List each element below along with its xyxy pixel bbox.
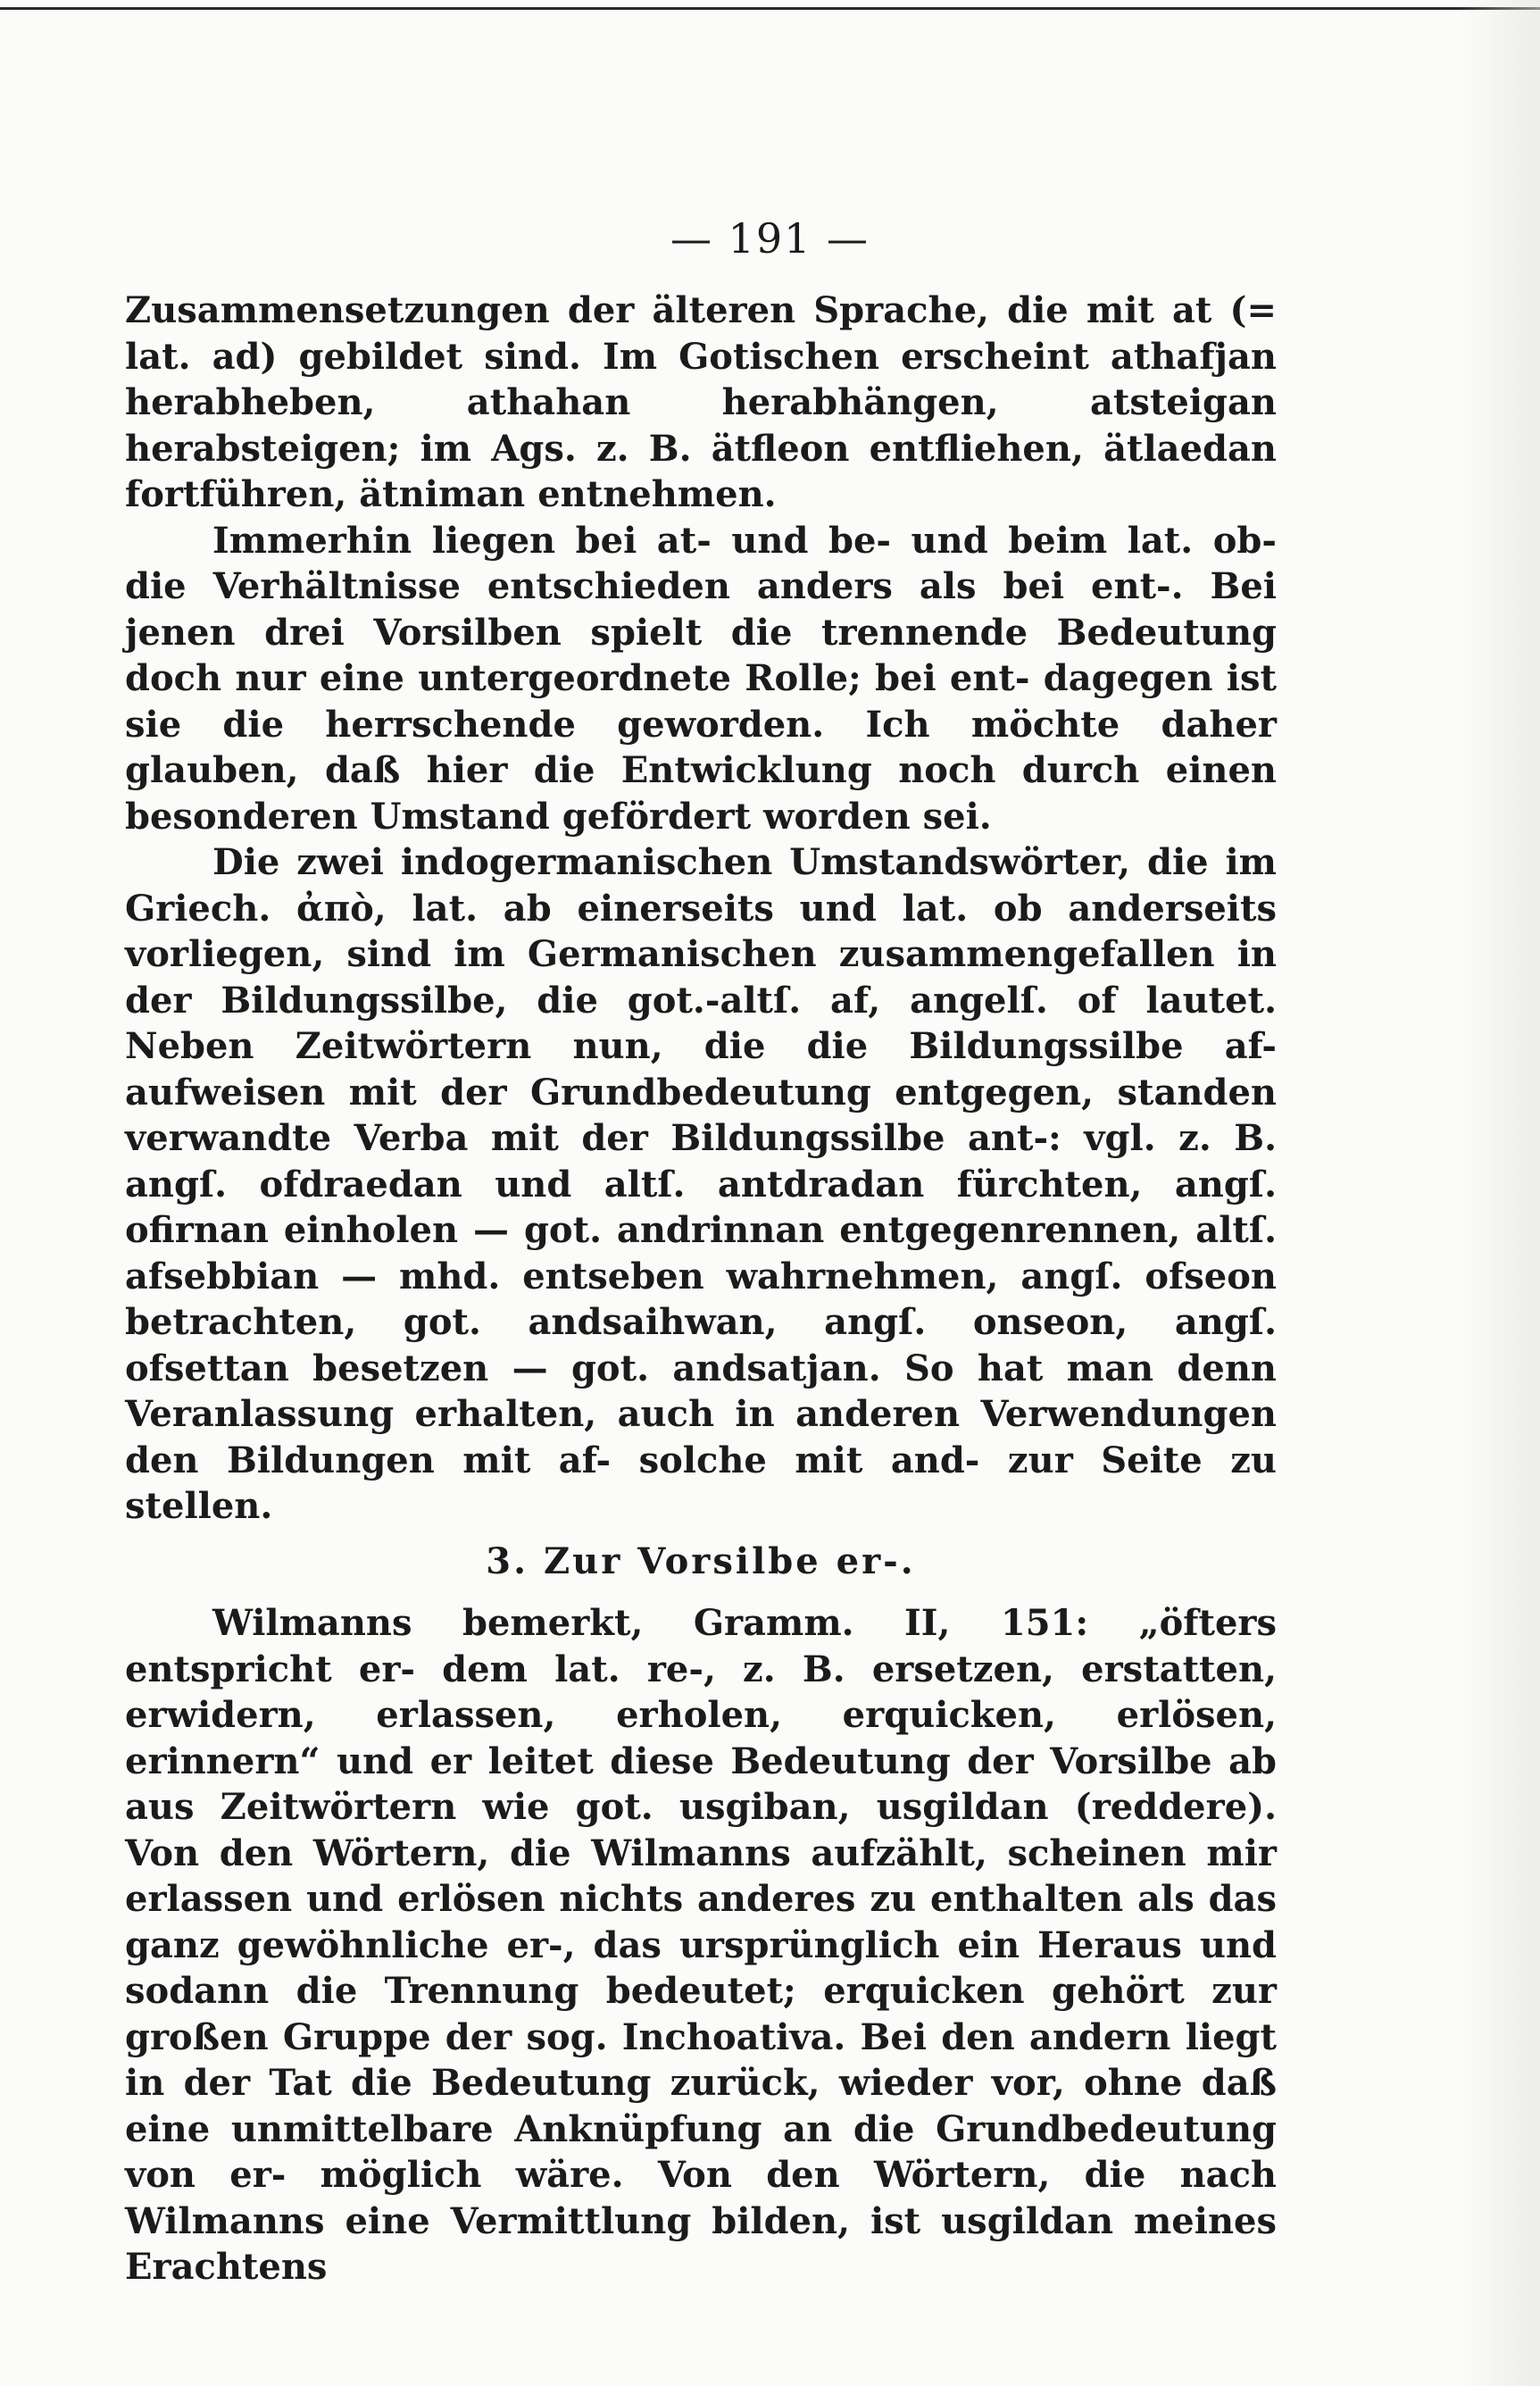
- scan-top-edge: [0, 7, 1540, 10]
- body-text: [125, 288, 1277, 2290]
- page-number: — 191 —: [670, 214, 870, 263]
- scan-page-shadow: [1460, 0, 1540, 2386]
- paragraph-continuation: Zusammensetzungen der älteren Sprache, die mit at (= lat. ad) gebildet sind. Im Gotischen erscheint athafjan herabheben, athahan herabhängen, atsteigan herabsteigen; im Ags. z. B. ätfleon entfliehen, ätlaedan fortführen, ätniman entnehmen.: [125, 289, 1277, 515]
- section-heading: 3. Zur Vorsilbe er-.: [486, 1539, 916, 1582]
- paragraph-umstandswoerter: Die zwei indogermanischen Umstandswörter, die im Griech. ἀπὸ, lat. ab einerseits und lat. ob anderseits vorliegen, sind im Germanischen zusammengefallen in der Bildungssilbe, die got.-altſ. af, angelſ. of lautet. Neben Zeitwörtern nun, die die Bildungssilbe af- aufweisen mit der Grundbedeutung entgegen, standen verwandte Verba mit der Bildungssilbe ant-: vgl. z. B. angſ. ofdraedan und altſ. antdradan fürchten, angſ. ofirnan einholen — got. andrinnan entgegenrennen, altſ. afsebbian — mhd. entseben wahrnehmen, angſ. ofseon betrachten, got. andsaihwan, angſ. onseon, angſ. ofsettan besetzen — got. andsatjan. So hat man denn Veranlassung erhalten, auch in anderen Verwendungen den Bildungen mit af- solche mit and- zur Seite zu stellen.: [125, 841, 1277, 1527]
- paragraph-wilmanns: Wilmanns bemerkt, Gramm. II, 151: „öfters entspricht er- dem lat. re-, z. B. ersetzen, erstatten, erwidern, erlassen, erholen, erquicken, erlösen, erinnern“ und er leitet diese Bedeutung der Vorsilbe ab aus Zeitwörtern wie got. usgiban, usgildan (reddere). Von den Wörtern, die Wilmanns aufzählt, scheinen mir erlassen und erlösen nichts anderes zu enthalten als das ganz gewöhnliche er-, das ursprünglich ein Heraus und sodann die Trennung bedeutet; erquicken gehört zur großen Gruppe der sog. Inchoativa. Bei den andern liegt in der Tat die Bedeutung zurück, wieder vor, ohne daß eine unmittelbare Anknüpfung an die Grundbedeutung von er- möglich wäre. Von den Wörtern, die nach Wilmanns eine Vermittlung bilden, ist usgildan meines Erachtens: [125, 1602, 1277, 2288]
- paragraph-immerhin: Immerhin liegen bei at- und be- und beim lat. ob- die Verhältnisse entschieden anders als bei ent-. Bei jenen drei Vorsilben spielt die trennende Bedeutung doch nur eine untergeordnete Rolle; bei ent- dagegen ist sie die herrschende geworden. Ich möchte daher glauben, daß hier die Entwicklung noch durch einen besonderen Umstand gefördert worden sei.: [125, 519, 1277, 838]
